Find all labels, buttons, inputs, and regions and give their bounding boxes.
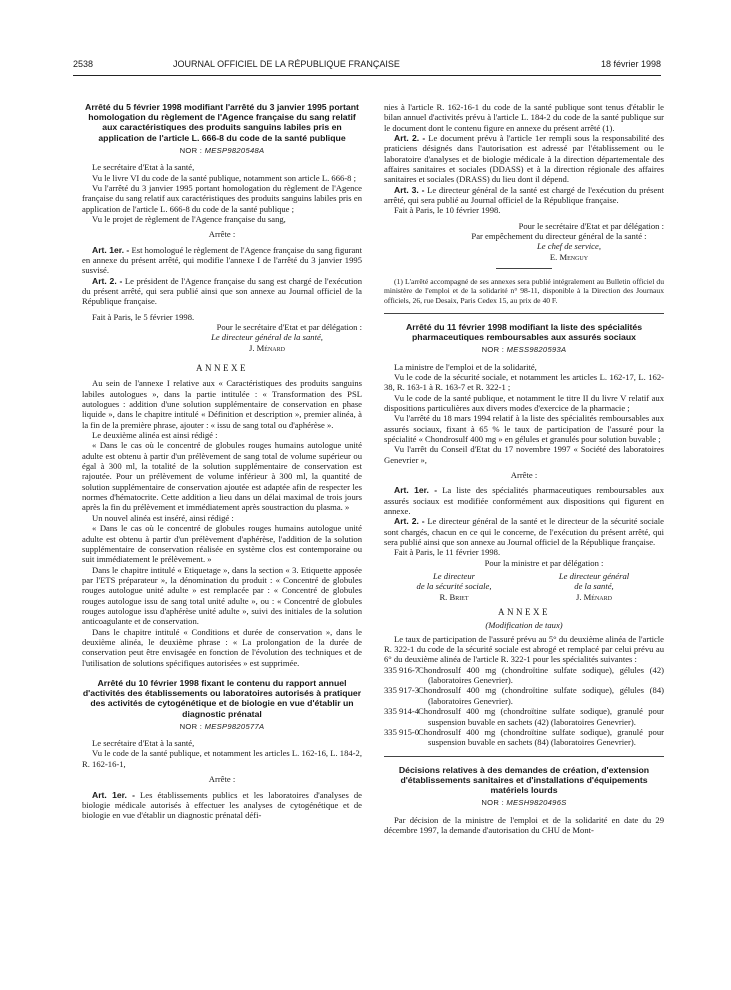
paragraph: La ministre de l'emploi et de la solidarité, (394, 361, 537, 372)
signatory-name: J. Ménard (249, 342, 285, 353)
article (384, 185, 664, 206)
paragraph: Le secrétaire d'Etat à la santé, (92, 162, 195, 173)
paragraph: Vu l'arrêté du 3 janvier 1995 portant homologation du règlement de l'Agence française du sang relatif aux caractéristiques des produits sanguins labiles pris en application de l'article L. 666-8 du code de la santé publique ; (82, 182, 362, 214)
article-label: Art. 3. - (394, 184, 425, 195)
paragraph: Au sein de l'annexe I relative aux « Caractéristiques des produits sanguins labiles autologues », dans la partie intitulée : « Transformation des PSL autologues : addition d'une solution supplémentaire de conservation en phase liquide », dans le chapitre intitulé « Définition et description », premier alinéa, à la fin de la première phrase, ajouter : « issu de sang total ou d'aphérèse ». (82, 378, 362, 430)
paragraph: Le deuxième alinéa est ainsi rédigé : (92, 430, 218, 441)
paragraph: Par décision de la ministre de l'emploi et de la solidarité en date du 29 décembre 1997, la demande d'autorisation du CHU de Mont- (384, 814, 664, 835)
arrete-heading: Arrête : (510, 469, 538, 480)
decree-title: Arrêté du 5 février 1998 modifiant l'arrêté du 3 janvier 1995 portant homologation du règlement de l'Agence française du sang relatif aux caractéristiques des produits sanguins labiles pris en application de l'article L. 666-8 du code de la santé publique (85, 102, 359, 143)
specialties-table (384, 665, 664, 748)
specialty-description: Chondrosulf 400 mg (chondroïtine sulfate sodique), granulé pour suspension buvable en sachets (84) (laboratoires Genevrier). (418, 726, 664, 748)
signed-place-date: Fait à Paris, le 10 février 1998. (394, 205, 501, 216)
signatory-name: R. Briet (439, 591, 469, 602)
page-number: 2538 (73, 59, 94, 69)
header-rule (73, 75, 661, 76)
paragraph: Vu l'arrêt du Conseil d'Etat du 17 novembre 1997 « Société des laboratoires Genevrier », (384, 444, 664, 465)
journal-title: JOURNAL OFFICIEL DE LA RÉPUBLIQUE FRANÇAISE (173, 59, 400, 69)
arrete-heading: Arrête : (208, 774, 236, 785)
signature-delegation: Pour le secrétaire d'Etat et par délégation : (216, 321, 362, 332)
decree-title: Arrêté du 10 février 1998 fixant le contenu du rapport annuel d'activités des établissements ou laboratoires autorisés à pratiquer des activités de cytogénétique et de biologie en vue d'établir un diagnostic prénatal (82, 677, 362, 719)
signature-left (384, 571, 524, 602)
footnote: (1) L'arrêté accompagné de ses annexes sera publié intégralement au Bulletin officiel du ministère de l'emploi et de la solidarité n° 98-11, disponible à la Direction des Journaux officiels, 26, rue Desaix, Paris Cedex 15, au prix de 40 F. (384, 277, 664, 305)
article-label: Art. 1er. - (92, 244, 130, 255)
paragraph: Le secrétaire d'Etat à la santé, (92, 738, 195, 749)
specialty-description: Chondrosulf 400 mg (chondroïtine sulfate sodique), gélules (42) (laboratoires Genevrier). (418, 664, 664, 686)
article-text: Le document prévu à l'article 1er rempli sous la responsabilité des praticiens désignés dans l'autorisation est adressé par l'établissement ou le laboratoire d'analyses et de biologie médicale à la direction départementale des affaires sanitaires et sociales (DDASS) et à la direction régionale des affaires sanitaires et sociales (DRASS) du lieu dont il dépend. (384, 133, 664, 185)
cip-code: 335 917-3 (384, 685, 420, 696)
article-label: Art. 1er. - (394, 485, 438, 496)
article (384, 133, 664, 185)
nor-reference (82, 146, 362, 156)
decree-title: Arrêté du 11 février 1998 modifiant la liste des spécialités pharmaceutiques remboursables aux assurés sociaux (405, 321, 643, 342)
signed-place-date: Fait à Paris, le 5 février 1998. (92, 311, 195, 322)
section-divider (384, 313, 664, 314)
article-label: Art. 1er. - (92, 789, 136, 800)
paragraph: Le taux de participation de l'assuré prévu au 5° du deuxième alinéa de l'article R. 322-1 du code de la sécurité sociale est abrogé et remplacé par celui prévu au 6° du deuxième alinéa de l'article R. 322-1 pour les spécialités suivantes : (384, 633, 664, 665)
cip-code: 335 916-7 (384, 664, 420, 675)
signature-right (524, 571, 664, 602)
article-text: Le directeur général de la santé est chargé de l'exécution du présent arrêté, qui sera publié au Journal officiel de la République française. (384, 184, 664, 206)
footnote-divider (496, 268, 552, 269)
article-label: Art. 2. - (394, 133, 426, 144)
section-divider (384, 756, 664, 757)
page-header (73, 57, 661, 71)
signature-line: Par empêchement du directeur général de la santé : (471, 231, 647, 242)
annex-subtitle: (Modification de taux) (485, 620, 563, 631)
signature-delegation: Pour le secrétaire d'Etat et par délégation : (518, 220, 664, 231)
paragraph: Un nouvel alinéa est inséré, ainsi rédigé : (92, 512, 234, 523)
article-text: Le directeur général de la santé et le directeur de la sécurité sociale sont chargés, chacun en ce qui le concerne, de l'exécution du présent arrêté, qui sera publié ainsi que son annexe au Journal officiel de la République française. (384, 516, 664, 548)
left-column (82, 102, 362, 980)
article-text: Est homologué le règlement de l'Agence française du sang figurant en annexe du présent arrêté, qui modifie l'annexe I de l'arrêté du 3 janvier 1995 susvisé. (82, 244, 362, 276)
paragraph: « Dans le cas où le concentré de globules rouges humains autologue unité adulte est obtenu à partir d'un prélèvement de sang total de volume supérieur ou égal à 300 ml, la totalité de la solution supplémentaire de conservation est rajoutée. Pour un prélèvement de volume inférieur à 300 ml, la quantité de solution supplémentaire de conservation ajoutée est adaptée afin de respecter les normes d'hématocrite. Cette addition a lieu dans un délai maximal de trois jours après la fin du prélèvement et immédiatement après soustraction du plasma. » (82, 440, 362, 513)
article (82, 245, 362, 276)
nor-label: NOR : (481, 345, 505, 355)
article (384, 485, 664, 516)
article-text: La liste des spécialités pharmaceutiques remboursables aux assurés sociaux est modifiée conformément aux dispositions qui figurent en annexe. (384, 485, 664, 516)
specialty-description: Chondrosulf 400 mg (chondroïtine sulfate sodique), granulé pour suspension buvable en sachets (42) (laboratoires Genevrier). (418, 706, 664, 727)
cip-code: 335 914-4 (384, 706, 420, 717)
table-row (384, 685, 664, 706)
signature-title: Le chef de service, (537, 241, 601, 252)
arrete-heading: Arrête : (208, 229, 236, 240)
nor-code: MESH9820496S (506, 798, 567, 808)
signature-title: de la sécurité sociale, (416, 581, 492, 592)
paragraph: Vu le code de la santé publique, et notamment les articles L. 162-16, L. 184-2, R. 162-16-1, (82, 748, 362, 769)
nor-reference (82, 722, 362, 732)
nor-code: MESP9820577A (204, 721, 265, 731)
nor-label: NOR : (179, 721, 203, 731)
signed-place-date: Fait à Paris, le 11 février 1998. (394, 547, 501, 558)
article (384, 516, 664, 547)
decision-title: Décisions relatives à des demandes de création, d'extension d'établissements sanitaires et d'installations d'équipements matériels lourds (398, 764, 650, 795)
table-row (384, 665, 664, 686)
signature-title: Le directeur général de la santé, (211, 332, 323, 343)
article (82, 276, 362, 307)
table-row (384, 706, 664, 727)
signature-title: de la santé, (574, 581, 614, 592)
article (82, 790, 362, 821)
signatory-name: E. Menguy (549, 251, 589, 262)
paragraph: Vu le livre VI du code de la santé publique, notamment son article L. 666-8 ; (92, 172, 356, 183)
paragraph: Vu l'arrêté du 18 mars 1994 relatif à la liste des spécialités remboursables aux assurés sociaux, fixant à 65 % le taux de participation de l'assuré pour la spécialité « Chondrosulf 400 mg » en gélules et granulés pour solution buvable ; (384, 413, 664, 444)
signature-title: Le directeur (433, 571, 475, 582)
nor-reference (384, 798, 664, 808)
signature-pair (384, 571, 664, 602)
annex-title: ANNEXE (196, 363, 248, 373)
signature-title: Le directeur général (558, 571, 630, 582)
right-column (384, 102, 664, 980)
paragraph: Vu le code de la santé publique, et notamment le titre II du livre V relatif aux dispositions particulières aux divers modes d'exercice de la pharmacie ; (384, 392, 664, 413)
paragraph: Dans le chapitre intitulé « Etiquetage », dans la section « 3. Etiquette apposée par l'ETS préparateur », la dénomination du produit : « Concentré de globules rouges autologue unité adulte » est remplacée par : « Concentré de globules rouges autologue issu de sang total unité adulte », ou : « Concentré de globules rouges autologue issu d'aphérèse unité adulte », suivi des initiales de la solution anticoagulante et de conservation. (82, 564, 362, 627)
paragraph: nies à l'article R. 162-16-1 du code de la santé publique sont tenus d'établir le bilan annuel d'activités prévu à l'article L. 184-2 du code de la santé publique sur le document dont le contenu figure en annexe du présent arrêté (1). (384, 102, 664, 133)
nor-code: MESP9820548A (204, 145, 265, 155)
article-text: Les établissements publics et les laboratoires d'analyses de biologie médicale autorisés à effectuer les analyses de cytogénétique et de biologie en vue d'établir un diagnostic prénatal défi- (82, 789, 362, 821)
specialty-description: Chondrosulf 400 mg (chondroïtine sulfate sodique), gélules (84) (laboratoires Genevrier). (418, 685, 664, 706)
article-label: Art. 2. - (92, 275, 123, 286)
signatory-name: J. Ménard (576, 591, 612, 602)
nor-code: MESS9820593A (506, 345, 567, 355)
paragraph: Vu le projet de règlement de l'Agence française du sang, (92, 213, 286, 224)
article-text: Le président de l'Agence française du sang est chargé de l'exécution du présent arrêté, qui sera publié ainsi que son annexe au Journal officiel de la République française. (82, 275, 362, 307)
nor-label: NOR : (179, 145, 203, 155)
article-label: Art. 2. - (394, 516, 425, 527)
nor-reference (384, 345, 664, 355)
paragraph: « Dans le cas où le concentré de globules rouges humains autologue unité adulte est obtenu à partir d'un prélèvement d'aphérèse, l'addition de la solution supplémentaire de conservation réalisée en système clos est contemporaine ou suit immédiatement le prélèvement. » (82, 523, 362, 565)
table-row (384, 727, 664, 748)
annex-title: ANNEXE (498, 607, 550, 618)
signature-delegation: Pour la ministre et par délégation : (484, 557, 604, 568)
issue-date: 18 février 1998 (600, 59, 661, 69)
nor-label: NOR : (481, 798, 504, 808)
paragraph: Dans le chapitre intitulé « Conditions et durée de conservation », dans le deuxième alinéa, le deuxième phrase : « La prolongation de la durée de conservation peut être envisagée en fonction de l'évolution des techniques et de l'utilisation de solutions spécifiques autorisées » est supprimée. (82, 626, 362, 668)
paragraph: Vu le code de la sécurité sociale, et notamment les articles L. 162-17, L. 162-38, R. 163-1 à R. 163-7 et R. 322-1 ; (384, 371, 664, 393)
cip-code: 335 915-0 (384, 726, 420, 737)
